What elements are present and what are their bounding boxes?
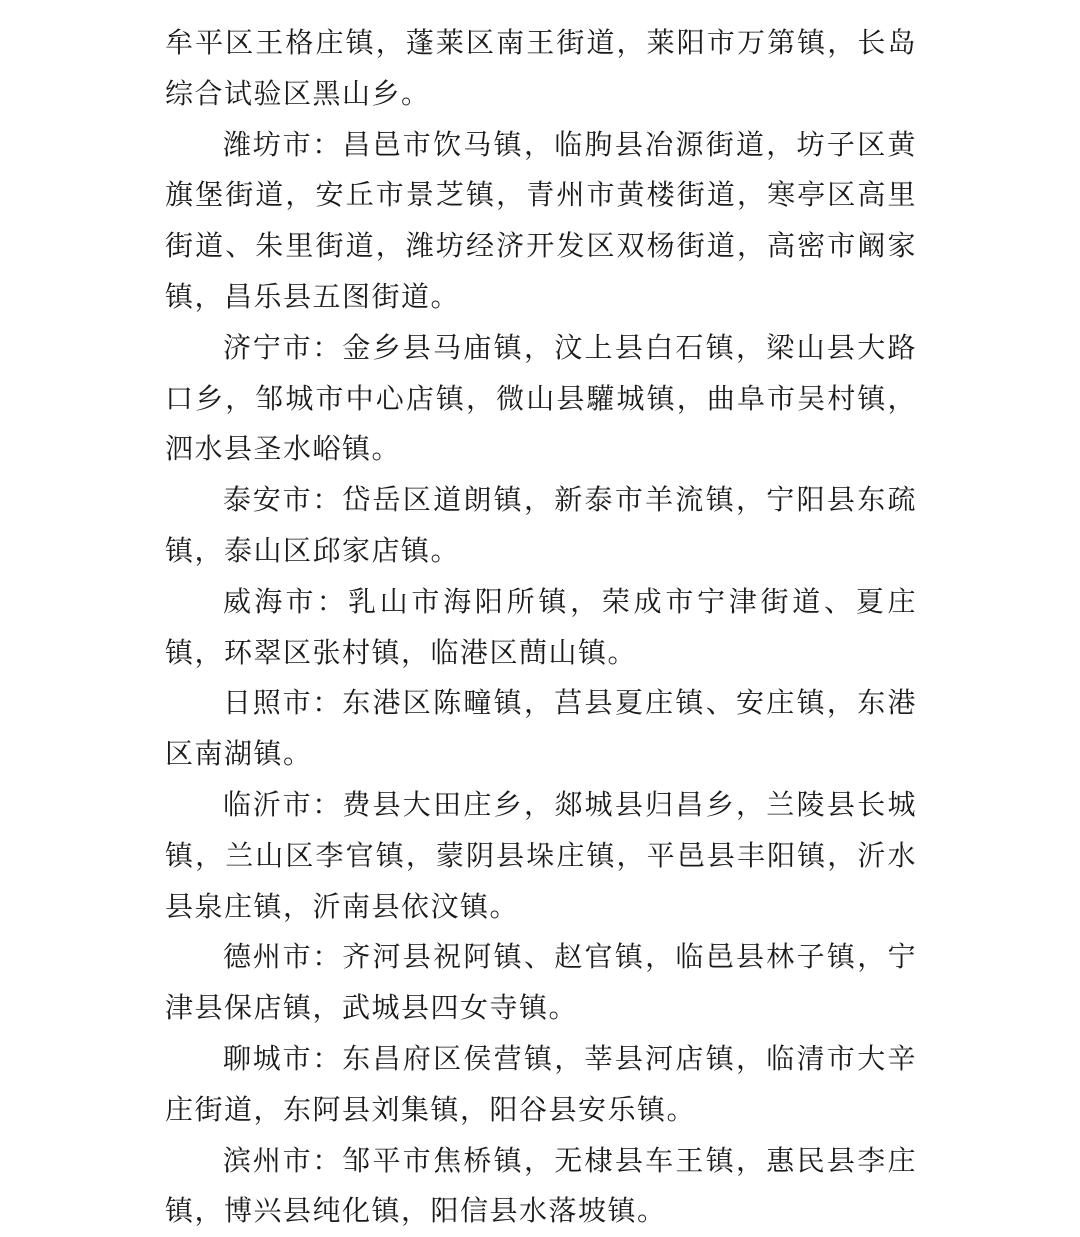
paragraph-jining: [165, 323, 917, 475]
paragraph-text: 昌邑市饮马镇，临朐县冶源街道，坊子区黄旗堡街道，安丘市景芝镇，青州市黄楼街道，寒亭区高里街道、朱里街道，潍坊经济开发区双杨街道，高密市阚家镇，昌乐县五图街道。: [165, 127, 917, 313]
paragraph-continuation: [165, 18, 917, 120]
paragraph-text: 牟平区王格庄镇，蓬莱区南王街道，莱阳市万第镇，长岛综合试验区黑山乡。: [165, 26, 917, 110]
paragraph-binzhou: [165, 1136, 917, 1237]
paragraph-text: 岱岳区道朗镇，新泰市羊流镇，宁阳县东疏镇，泰山区邱家店镇。: [165, 483, 917, 567]
paragraph-weifang: [165, 120, 917, 323]
paragraph-text: 东港区陈疃镇，莒县夏庄镇、安庄镇，东港区南湖镇。: [165, 686, 917, 771]
paragraph-dezhou: [165, 932, 917, 1034]
paragraph-text: 东昌府区侯营镇，莘县河店镇，临清市大辛庄街道，东阿县刘集镇，阳谷县安乐镇。: [165, 1041, 917, 1126]
document-body: [165, 18, 917, 1237]
city-label: 滨州市：: [223, 1143, 343, 1177]
paragraph-rizhao: [165, 678, 917, 780]
city-label: 泰安市：: [223, 483, 343, 517]
paragraph-taian: [165, 475, 917, 577]
city-label: 济宁市：: [223, 330, 343, 364]
paragraph-weihai: [165, 577, 917, 679]
city-label: 日照市：: [223, 686, 343, 720]
paragraph-liaocheng: [165, 1034, 917, 1136]
city-label: 威海市：: [223, 584, 348, 618]
paragraph-text: 费县大田庄乡，郯城县归昌乡，兰陵县长城镇，兰山区李官镇，蒙阴县垛庄镇，平邑县丰阳镇，沂水县泉庄镇，沂南县依汶镇。: [165, 787, 917, 923]
city-label: 聊城市：: [223, 1041, 343, 1075]
paragraph-text: 邹平市焦桥镇，无棣县车王镇，惠民县李庄镇，博兴县纯化镇，阳信县水落坡镇。: [165, 1143, 917, 1228]
paragraph-linyi: [165, 780, 917, 932]
paragraph-text: 乳山市海阳所镇，荣成市宁津街道、夏庄镇，环翠区张村镇，临港区蔄山镇。: [165, 584, 917, 669]
city-label: 潍坊市：: [223, 127, 343, 161]
paragraph-text: 金乡县马庙镇，汶上县白石镇，梁山县大路口乡，邹城市中心店镇，微山县驩城镇，曲阜市吴村镇，泗水县圣水峪镇。: [165, 330, 917, 466]
paragraph-text: 齐河县祝阿镇、赵官镇，临邑县林子镇，宁津县保店镇，武城县四女寺镇。: [165, 940, 917, 1025]
city-label: 临沂市：: [223, 787, 343, 821]
city-label: 德州市：: [223, 940, 343, 974]
